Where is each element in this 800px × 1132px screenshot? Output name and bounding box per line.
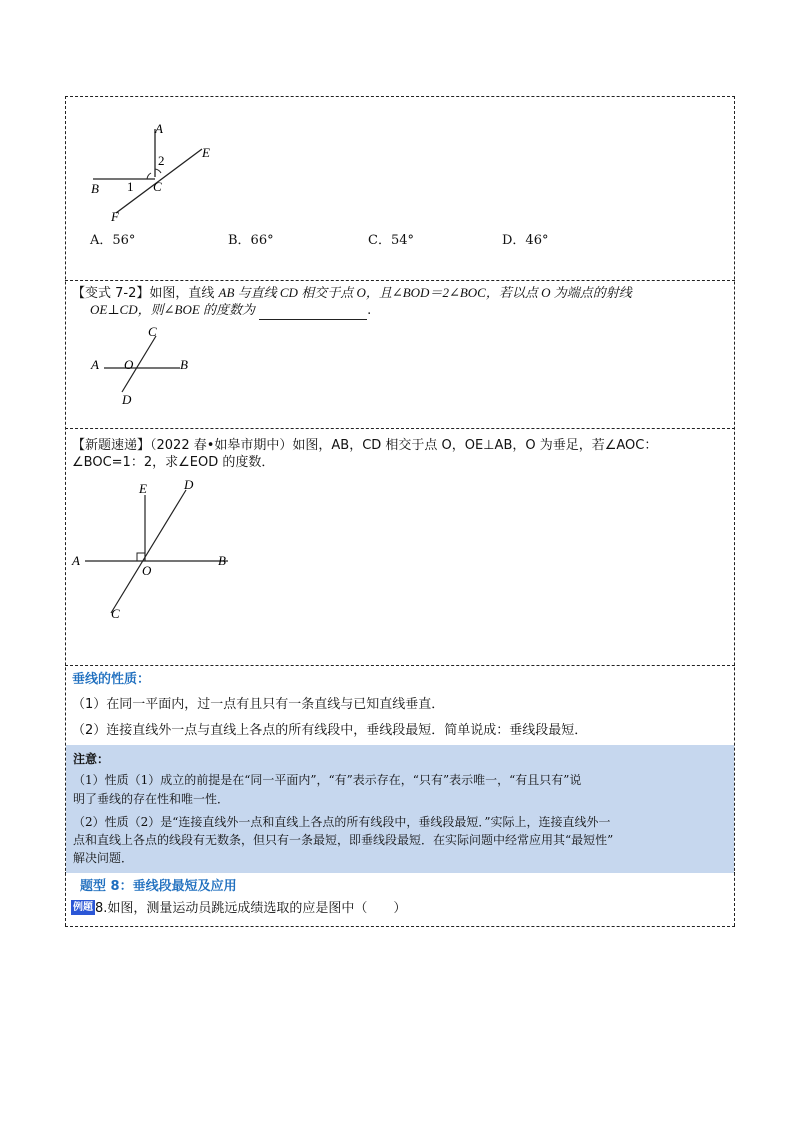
q7-2-figure <box>88 322 198 408</box>
note-p2-line1: （2）性质（2）是“连接直线外一点和直线上各点的所有线段中，垂线段最短．”实际上，连接直线外一 <box>73 815 611 829</box>
label-f: F <box>111 209 119 224</box>
line-cd <box>111 490 186 613</box>
label-o: O <box>142 563 152 578</box>
label-b: B <box>180 357 188 372</box>
option-c: C．54° <box>368 233 414 248</box>
q7-2-label: 【变式 7-2】如图，直线 <box>72 286 219 301</box>
q7-2-line2 <box>90 301 371 320</box>
option-a: A．56° <box>90 233 136 248</box>
q7-1-figure <box>85 115 225 225</box>
label-c: C <box>153 179 162 194</box>
divider-1 <box>65 280 735 281</box>
label-d: D <box>184 477 194 492</box>
label-o: O <box>124 357 134 372</box>
divider-2 <box>65 428 735 429</box>
label-d: D <box>122 392 132 407</box>
property-1: （1）在同一平面内，过一点有且只有一条直线与已知直线垂直． <box>72 697 445 712</box>
option-b: B．66° <box>228 233 274 248</box>
note-p1-line1: （1）性质（1）成立的前提是在“同一平面内”，“有”表示存在，“只有”表示唯一，“有且只有”说 <box>73 773 582 787</box>
note-box <box>66 745 734 873</box>
q7-2-line2-end: . <box>367 303 372 318</box>
label-c: C <box>111 606 120 621</box>
type8-question: 8.如图，测量运动员跳远成绩选取的应是图中（ ） <box>95 901 407 916</box>
example-tag: 例题 <box>73 902 93 913</box>
label-a: A <box>72 553 80 568</box>
q7-2-line2-text: OE⊥CD，则∠BOE 的度数为 <box>90 302 256 317</box>
frame-right-border <box>734 96 735 926</box>
q7-2-line1-text: AB 与直线 CD 相交于点 O，且∠BOD＝2∠BOC，若以点 O 为端点的射线 <box>218 285 632 300</box>
label-b: B <box>91 181 99 196</box>
option-d: D．46° <box>502 233 549 248</box>
label-b: B <box>218 553 226 568</box>
note-p1-line2: 明了垂线的存在性和唯一性． <box>73 792 230 806</box>
frame-bottom-border <box>65 926 735 927</box>
label-c: C <box>148 324 157 339</box>
note-p2-line3: 解决问题． <box>73 851 134 865</box>
note-heading: 注意： <box>73 752 110 766</box>
label-e: E <box>139 481 147 496</box>
frame-top-border <box>65 96 735 97</box>
label-e: E <box>202 145 210 160</box>
label-a: A <box>155 121 163 136</box>
properties-heading: 垂线的性质： <box>72 672 151 687</box>
label-1: 1 <box>127 179 134 194</box>
new-q-figure <box>68 475 248 625</box>
new-q-line2: ∠BOC=1：2，求∠EOD 的度数． <box>72 455 275 470</box>
property-2: （2）连接直线外一点与直线上各点的所有线段中，垂线段最短．简单说成：垂线段最短． <box>72 723 588 738</box>
label-2: 2 <box>158 153 165 168</box>
answer-blank[interactable] <box>259 305 367 320</box>
divider-3 <box>65 665 735 666</box>
new-q-line1: 【新题速递】（2022 春•如皋市期中）如图，AB，CD 相交于点 O，OE⊥AB，O 为垂足，若∠AOC： <box>72 438 658 453</box>
type8-heading: 题型 8：垂线段最短及应用 <box>80 879 237 894</box>
note-p2-line2: 点和直线上各点的线段有无数条，但只有一条最短，即垂线段最短．在实际问题中经常应用其“最短性” <box>73 833 614 847</box>
label-a: A <box>91 357 99 372</box>
